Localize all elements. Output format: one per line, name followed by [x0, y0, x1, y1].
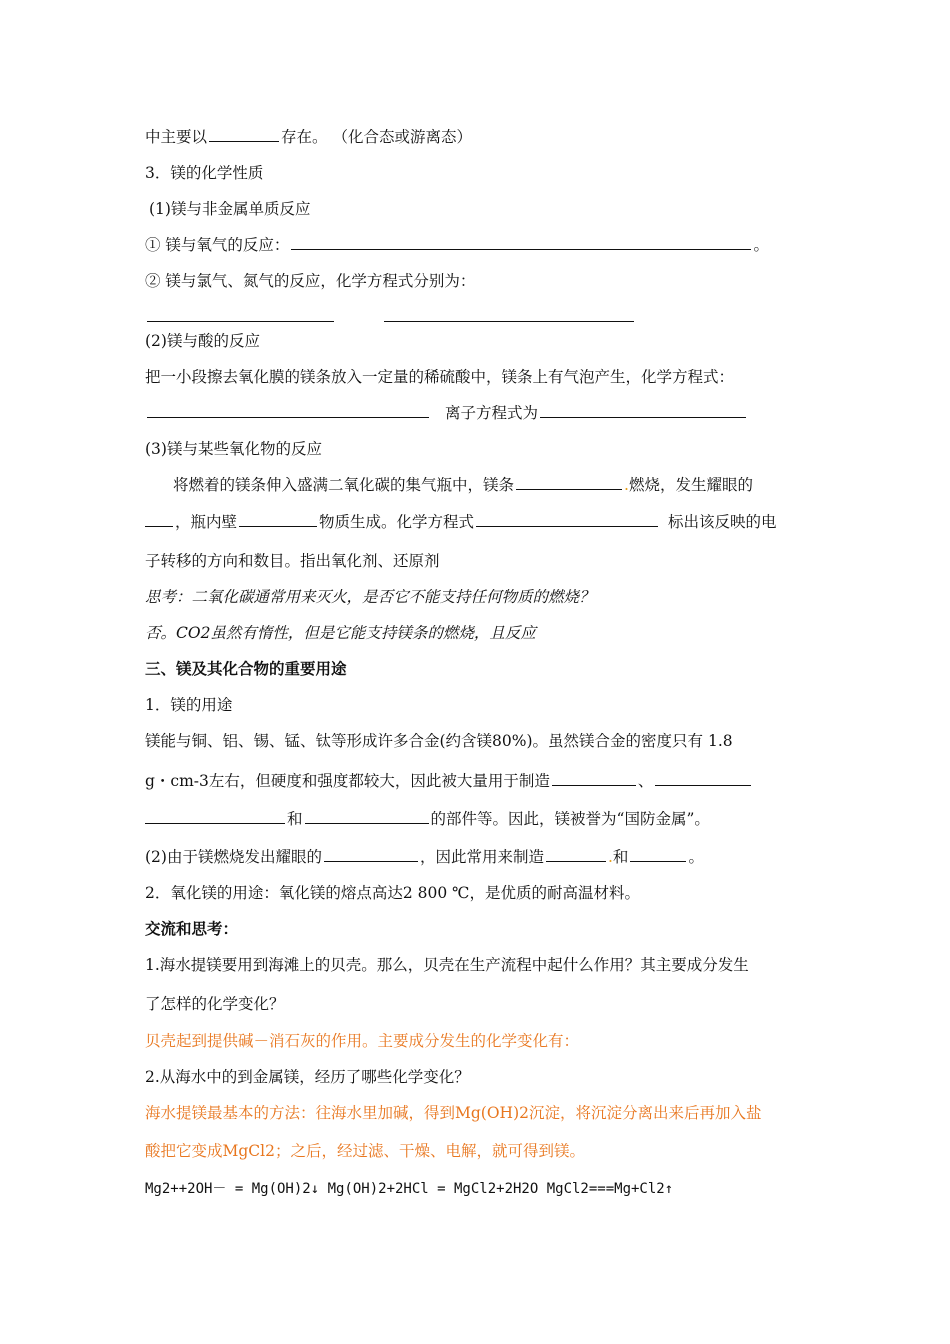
line-think-answer: 否。CO2虽然有惰性，但是它能支持镁条的燃烧，且反应 [145, 624, 536, 642]
section-heading-chemical-properties: 3．镁的化学性质 [145, 164, 264, 182]
fill-blank[interactable] [147, 306, 334, 322]
line-chlorine-nitrogen: ② 镁与氯气、氮气的反应，化学方程式分别为： [145, 272, 476, 290]
line-electron-transfer: 子转移的方向和数目。指出氧化剂、还原剂 [145, 552, 440, 570]
text: 存在。 （化合态或游离态） [281, 128, 472, 146]
text: ① 镁与氧气的反应： [145, 236, 290, 254]
line-question-1-cont: 了怎样的化学变化？ [145, 995, 285, 1013]
line-mgo-use: 2．氧化镁的用途：氧化镁的熔点高达2 800 ℃，是优质的耐高温材料。 [145, 884, 641, 902]
text: 燃烧，发生耀眼的 [628, 476, 753, 494]
text: 将燃着的镁条伸入盛满二氧化碳的集气瓶中，镁条 [173, 476, 515, 494]
text: 中主要以 [145, 128, 208, 146]
text: . [607, 848, 613, 866]
fill-blank[interactable] [239, 511, 317, 527]
fill-blank[interactable] [145, 808, 285, 824]
fill-blank[interactable] [540, 402, 746, 418]
subheading-nonmetal-reaction: (1)镁与非金属单质反应 [149, 200, 311, 218]
text: 和 [612, 848, 629, 866]
line-equation-blanks [145, 306, 636, 328]
text: 的部件等。因此，镁被誉为“国防金属”。 [430, 810, 710, 828]
section-heading-discussion: 交流和思考： [145, 920, 239, 938]
fill-blank[interactable] [147, 402, 429, 418]
text: g・cm-3左右，但硬度和强度都较大，因此被大量用于制造 [145, 772, 550, 790]
line-answer-2: 海水提镁最基本的方法：往海水里加碱，得到Mg(OH)2沉淀，将沉淀分离出来后再加入盐 [145, 1104, 762, 1122]
line-alloys: 镁能与铜、铝、锡、锰、钛等形成许多合金(约含镁80%)。虽然镁合金的密度只有 1.8 [145, 732, 733, 750]
text: 离子方程式为 [445, 404, 539, 422]
fill-blank[interactable] [209, 126, 279, 142]
fill-blank[interactable] [630, 846, 686, 862]
line-question-2: 2.从海水中的到金属镁，经历了哪些化学变化？ [145, 1068, 470, 1086]
line-answer-2-cont: 酸把它变成MgCl2；之后，经过滤、干燥、电解，就可得到镁。 [145, 1142, 585, 1160]
line-defense-metal [145, 808, 710, 830]
subheading-magnesium-uses: 1．镁的用途 [145, 696, 233, 714]
line-equations: Mg2++2OH－ = Mg(OH)2↓ Mg(OH)2+2HCl = MgCl2+2H2O MgCl2===Mg+Cl2↑ [145, 1181, 674, 1197]
fill-blank[interactable] [324, 846, 418, 862]
line-flare-use [145, 846, 704, 868]
subheading-acid-reaction: (2)镁与酸的反应 [145, 332, 260, 350]
line-density [145, 770, 753, 792]
line-co2-experiment [173, 474, 753, 496]
text: 和 [287, 810, 303, 828]
fill-blank[interactable] [291, 234, 751, 250]
line-answer-1: 贝壳起到提供碱－消石灰的作用。主要成分发生的化学变化有： [145, 1032, 580, 1050]
fill-blank[interactable] [516, 474, 622, 490]
fill-blank[interactable] [384, 306, 634, 322]
text: (2)由于镁燃烧发出耀眼的 [145, 848, 322, 866]
fill-blank[interactable] [476, 511, 658, 527]
text: ，因此常用来制造 [419, 848, 544, 866]
section-heading-uses: 三、镁及其化合物的重要用途 [145, 660, 347, 678]
line-ionic-equation [145, 402, 748, 424]
text: 物质生成。化学方程式 [319, 513, 475, 531]
text: 。 [688, 848, 704, 866]
fill-blank[interactable] [655, 770, 751, 786]
line-oxygen-reaction [145, 234, 769, 256]
subheading-oxide-reaction: (3)镁与某些氧化物的反应 [145, 440, 322, 458]
line-think-question: 思考：二氧化碳通常用来灭火，是否它不能支持任何物质的燃烧？ [145, 588, 595, 606]
line-question-1: 1.海水提镁要用到海滩上的贝壳。那么，贝壳在生产流程中起什么作用？其主要成分发生 [145, 956, 749, 974]
fill-blank[interactable] [552, 770, 636, 786]
text: 。 [753, 236, 769, 254]
text: 、 [637, 772, 654, 790]
line-existence-form [145, 126, 472, 148]
text: ，瓶内壁 [175, 513, 238, 531]
fill-blank[interactable] [305, 808, 429, 824]
fill-blank[interactable] [546, 846, 606, 862]
line-co2-product [145, 511, 777, 533]
line-acid-description: 把一小段擦去氧化膜的镁条放入一定量的稀硫酸中，镁条上有气泡产生，化学方程式： [145, 368, 735, 386]
fill-blank[interactable] [145, 511, 173, 527]
text: . [624, 476, 629, 494]
text: 标出该反映的电 [668, 513, 777, 531]
